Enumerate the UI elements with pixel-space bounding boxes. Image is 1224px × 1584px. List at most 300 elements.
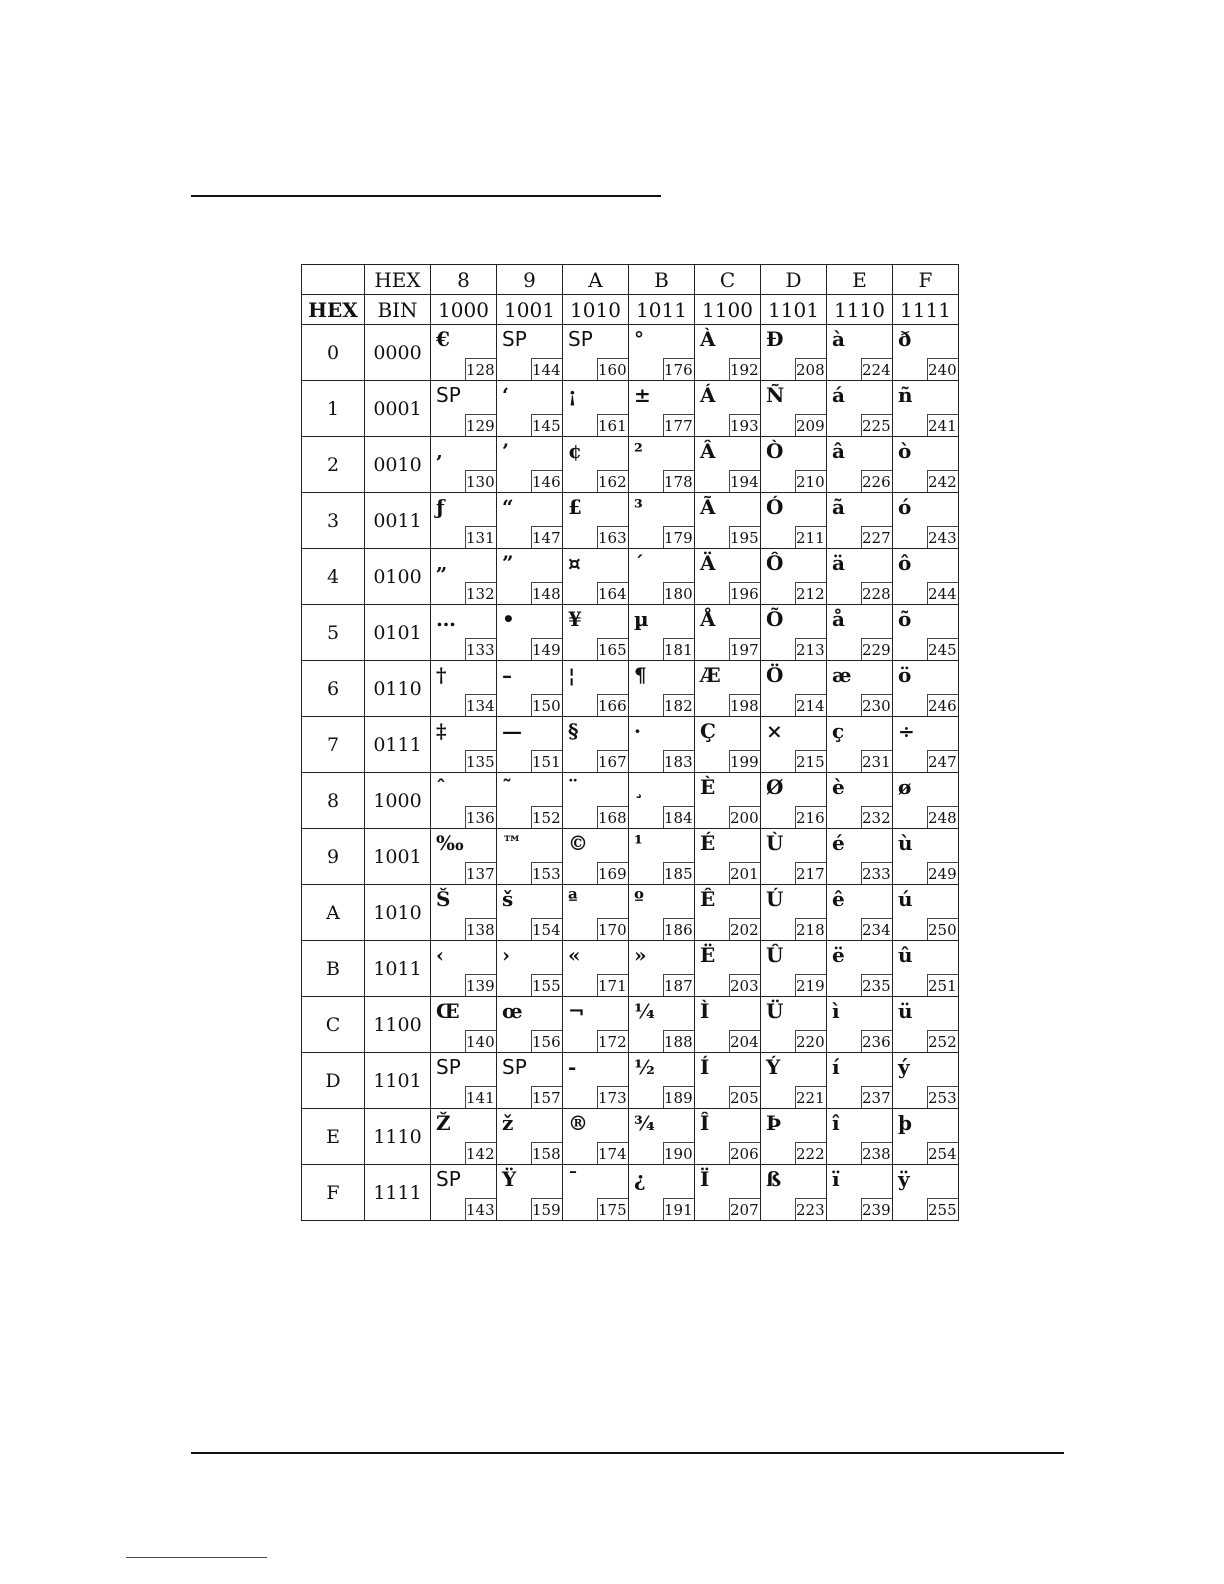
char-glyph: ¬ xyxy=(568,999,585,1023)
char-glyph: î xyxy=(832,1111,840,1135)
char-code: 248 xyxy=(927,806,958,828)
char-code: 219 xyxy=(795,974,826,996)
corner-cell xyxy=(302,265,365,295)
char-glyph: Õ xyxy=(766,607,784,631)
char-code: 235 xyxy=(861,974,892,996)
char-glyph: Ô xyxy=(766,551,784,575)
char-cell xyxy=(695,661,761,717)
char-cell xyxy=(695,829,761,885)
char-cell xyxy=(827,549,893,605)
char-code: 158 xyxy=(531,1142,562,1164)
char-code: 180 xyxy=(663,582,694,604)
char-glyph: ø xyxy=(898,775,912,799)
char-glyph: È xyxy=(700,775,716,799)
char-code: 146 xyxy=(531,470,562,492)
char-cell xyxy=(563,1109,629,1165)
column-hex-9: 9 xyxy=(497,265,563,295)
char-cell xyxy=(497,493,563,549)
char-code: 206 xyxy=(729,1142,760,1164)
row-hex: 6 xyxy=(302,661,365,717)
table-row xyxy=(302,325,959,381)
char-code: 129 xyxy=(465,414,496,436)
char-glyph: “ xyxy=(502,495,514,519)
row-bin: 0010 xyxy=(365,437,431,493)
char-code: 147 xyxy=(531,526,562,548)
char-glyph: † xyxy=(436,663,447,687)
column-hex-b: B xyxy=(629,265,695,295)
char-code: 202 xyxy=(729,918,760,940)
row-bin: 1011 xyxy=(365,941,431,997)
char-code: 173 xyxy=(597,1086,628,1108)
char-glyph: â xyxy=(832,439,845,463)
column-bin-f: 1111 xyxy=(893,295,959,325)
char-cell xyxy=(827,605,893,661)
char-cell xyxy=(497,381,563,437)
char-cell xyxy=(629,885,695,941)
char-code: 209 xyxy=(795,414,826,436)
char-glyph: ™ xyxy=(502,831,522,855)
char-code: 137 xyxy=(465,862,496,884)
char-code: 135 xyxy=(465,750,496,772)
char-cell xyxy=(827,381,893,437)
char-code: 192 xyxy=(729,358,760,380)
row-hex: F xyxy=(302,1165,365,1221)
char-glyph: SP xyxy=(436,1055,461,1079)
char-code: 186 xyxy=(663,918,694,940)
char-cell xyxy=(431,997,497,1053)
row-bin: 1001 xyxy=(365,829,431,885)
char-code: 165 xyxy=(597,638,628,660)
char-cell xyxy=(563,997,629,1053)
char-code: 216 xyxy=(795,806,826,828)
char-code: 227 xyxy=(861,526,892,548)
char-cell xyxy=(695,885,761,941)
char-cell xyxy=(629,549,695,605)
char-glyph: à xyxy=(832,327,845,351)
row-hex: 7 xyxy=(302,717,365,773)
char-glyph: è xyxy=(832,775,845,799)
char-cell xyxy=(893,1109,959,1165)
row-hex: 4 xyxy=(302,549,365,605)
char-cell xyxy=(563,1053,629,1109)
char-code: 250 xyxy=(927,918,958,940)
char-code: 177 xyxy=(663,414,694,436)
char-code: 220 xyxy=(795,1030,826,1052)
char-glyph: Þ xyxy=(766,1111,782,1135)
char-code: 155 xyxy=(531,974,562,996)
char-code: 197 xyxy=(729,638,760,660)
char-glyph: Ó xyxy=(766,495,784,519)
char-cell xyxy=(629,941,695,997)
char-code: 217 xyxy=(795,862,826,884)
row-hex: 9 xyxy=(302,829,365,885)
char-cell xyxy=(761,1109,827,1165)
char-cell xyxy=(761,493,827,549)
table-row xyxy=(302,493,959,549)
char-glyph: ï xyxy=(832,1167,840,1191)
char-cell xyxy=(761,605,827,661)
char-glyph: Š xyxy=(436,887,451,911)
char-cell xyxy=(827,325,893,381)
char-cell xyxy=(563,437,629,493)
char-glyph: ü xyxy=(898,999,913,1023)
char-glyph: Ñ xyxy=(766,383,785,407)
char-cell xyxy=(827,941,893,997)
char-cell xyxy=(827,885,893,941)
char-cell xyxy=(563,381,629,437)
char-code: 207 xyxy=(729,1198,760,1220)
char-glyph: å xyxy=(832,607,845,631)
char-code: 139 xyxy=(465,974,496,996)
char-glyph: ° xyxy=(634,327,644,351)
char-cell xyxy=(893,829,959,885)
char-glyph: Ÿ xyxy=(502,1167,517,1191)
char-cell xyxy=(563,661,629,717)
table-row xyxy=(302,1165,959,1221)
row-bin: 1101 xyxy=(365,1053,431,1109)
char-glyph: ÷ xyxy=(898,719,915,743)
char-code: 233 xyxy=(861,862,892,884)
char-code: 205 xyxy=(729,1086,760,1108)
char-glyph: ¤ xyxy=(568,551,581,575)
char-cell xyxy=(893,997,959,1053)
char-cell xyxy=(497,325,563,381)
char-cell xyxy=(761,941,827,997)
column-hex-8: 8 xyxy=(431,265,497,295)
char-cell xyxy=(893,661,959,717)
char-glyph: á xyxy=(832,383,845,407)
char-code: 204 xyxy=(729,1030,760,1052)
char-glyph: ß xyxy=(766,1167,782,1191)
char-glyph: ¨ xyxy=(568,775,578,799)
char-code: 171 xyxy=(597,974,628,996)
char-glyph: š xyxy=(502,887,514,911)
char-glyph: ì xyxy=(832,999,840,1023)
char-glyph: í xyxy=(832,1055,840,1079)
char-code: 215 xyxy=(795,750,826,772)
char-cell xyxy=(695,1165,761,1221)
char-glyph: þ xyxy=(898,1111,912,1135)
row-hex: 3 xyxy=(302,493,365,549)
char-glyph: ¡ xyxy=(568,383,577,407)
char-cell xyxy=(629,1165,695,1221)
column-hex-header-row xyxy=(302,265,959,295)
char-code: 243 xyxy=(927,526,958,548)
char-glyph: µ xyxy=(634,607,649,631)
char-cell xyxy=(695,717,761,773)
column-bin-a: 1010 xyxy=(563,295,629,325)
char-code: 176 xyxy=(663,358,694,380)
row-bin: 0001 xyxy=(365,381,431,437)
char-cell xyxy=(629,1053,695,1109)
char-glyph: Ò xyxy=(766,439,784,463)
char-cell xyxy=(431,885,497,941)
char-code: 229 xyxy=(861,638,892,660)
char-glyph: Ü xyxy=(766,999,784,1023)
char-code: 150 xyxy=(531,694,562,716)
char-glyph: ä xyxy=(832,551,845,575)
char-cell xyxy=(893,1165,959,1221)
char-glyph: Á xyxy=(700,383,716,407)
row-hex: 0 xyxy=(302,325,365,381)
char-code: 194 xyxy=(729,470,760,492)
char-cell xyxy=(893,773,959,829)
char-code: 221 xyxy=(795,1086,826,1108)
char-cell xyxy=(827,773,893,829)
char-code: 191 xyxy=(663,1198,694,1220)
row-bin: 1110 xyxy=(365,1109,431,1165)
char-cell xyxy=(893,605,959,661)
char-glyph: ç xyxy=(832,719,845,743)
char-glyph: û xyxy=(898,943,913,967)
char-code: 213 xyxy=(795,638,826,660)
char-glyph: æ xyxy=(832,663,852,687)
char-glyph: • xyxy=(502,607,515,631)
char-cell xyxy=(629,437,695,493)
char-glyph: Ù xyxy=(766,831,784,855)
char-code: 254 xyxy=(927,1142,958,1164)
char-code: 162 xyxy=(597,470,628,492)
char-cell xyxy=(695,549,761,605)
char-cell xyxy=(629,605,695,661)
char-cell xyxy=(563,325,629,381)
top-divider xyxy=(191,195,661,197)
char-cell xyxy=(431,493,497,549)
table-row xyxy=(302,773,959,829)
char-glyph: Đ xyxy=(766,327,784,351)
char-code: 253 xyxy=(927,1086,958,1108)
char-cell xyxy=(893,1053,959,1109)
char-glyph: SP xyxy=(502,1055,527,1079)
char-glyph: ¿ xyxy=(634,1167,646,1191)
char-cell xyxy=(761,997,827,1053)
char-cell xyxy=(563,773,629,829)
char-cell xyxy=(431,549,497,605)
char-glyph: Û xyxy=(766,943,784,967)
char-glyph: ê xyxy=(832,887,845,911)
char-cell xyxy=(629,829,695,885)
char-code: 208 xyxy=(795,358,826,380)
char-code: 244 xyxy=(927,582,958,604)
char-glyph: ¢ xyxy=(568,439,582,463)
char-code: 240 xyxy=(927,358,958,380)
column-bin-header-row xyxy=(302,295,959,325)
char-code: 170 xyxy=(597,918,628,940)
char-code: 231 xyxy=(861,750,892,772)
char-cell xyxy=(695,325,761,381)
table-row xyxy=(302,1053,959,1109)
char-cell xyxy=(629,381,695,437)
char-cell xyxy=(629,493,695,549)
char-cell xyxy=(497,941,563,997)
char-code: 190 xyxy=(663,1142,694,1164)
char-code: 138 xyxy=(465,918,496,940)
char-code: 130 xyxy=(465,470,496,492)
char-cell xyxy=(497,773,563,829)
char-code: 225 xyxy=(861,414,892,436)
char-code: 251 xyxy=(927,974,958,996)
char-cell xyxy=(695,1109,761,1165)
table-row xyxy=(302,829,959,885)
char-glyph: ‰ xyxy=(436,831,464,855)
char-code: 201 xyxy=(729,862,760,884)
char-cell xyxy=(431,941,497,997)
row-bin: 1100 xyxy=(365,997,431,1053)
char-code: 185 xyxy=(663,862,694,884)
row-bin: 0101 xyxy=(365,605,431,661)
char-code: 141 xyxy=(465,1086,496,1108)
char-cell xyxy=(893,717,959,773)
table-row xyxy=(302,605,959,661)
column-bin-8: 1000 xyxy=(431,295,497,325)
char-glyph: ‡ xyxy=(436,719,447,743)
char-glyph: ž xyxy=(502,1111,514,1135)
char-glyph: ” xyxy=(502,551,514,575)
char-code: 163 xyxy=(597,526,628,548)
bottom-divider xyxy=(191,1452,1064,1454)
char-cell xyxy=(431,717,497,773)
hex-label: HEX xyxy=(365,265,431,295)
char-cell xyxy=(761,549,827,605)
char-cell xyxy=(563,829,629,885)
char-glyph: ¹ xyxy=(634,831,643,855)
char-code: 199 xyxy=(729,750,760,772)
char-glyph: Ú xyxy=(766,887,784,911)
char-glyph: Ž xyxy=(436,1111,451,1135)
column-hex-f: F xyxy=(893,265,959,295)
char-glyph: ¥ xyxy=(568,607,582,631)
char-cell xyxy=(563,493,629,549)
char-glyph: ¦ xyxy=(568,663,576,687)
char-glyph: ð xyxy=(898,327,912,351)
char-code: 247 xyxy=(927,750,958,772)
table-row xyxy=(302,941,959,997)
row-bin: 0111 xyxy=(365,717,431,773)
char-cell xyxy=(827,493,893,549)
char-cell xyxy=(563,605,629,661)
char-glyph: ½ xyxy=(634,1055,655,1079)
char-code: 236 xyxy=(861,1030,892,1052)
char-glyph: ¸ xyxy=(634,775,644,799)
char-cell xyxy=(893,493,959,549)
char-glyph: ƒ xyxy=(436,495,445,519)
char-code: 232 xyxy=(861,806,892,828)
row-bin: 1000 xyxy=(365,773,431,829)
char-glyph: SP xyxy=(436,383,461,407)
char-glyph: „ xyxy=(436,551,448,575)
char-cell xyxy=(563,1165,629,1221)
table-row xyxy=(302,381,959,437)
char-glyph: Â xyxy=(700,439,716,463)
char-cell xyxy=(893,549,959,605)
char-glyph: · xyxy=(634,719,641,743)
char-glyph: Í xyxy=(700,1055,710,1079)
char-code: 142 xyxy=(465,1142,496,1164)
char-code: 172 xyxy=(597,1030,628,1052)
char-glyph: Å xyxy=(700,607,716,631)
column-bin-c: 1100 xyxy=(695,295,761,325)
char-cell xyxy=(761,1165,827,1221)
char-glyph: ú xyxy=(898,887,913,911)
char-code: 149 xyxy=(531,638,562,660)
char-code: 131 xyxy=(465,526,496,548)
char-code: 134 xyxy=(465,694,496,716)
char-cell xyxy=(629,717,695,773)
row-hex: 5 xyxy=(302,605,365,661)
char-code: 156 xyxy=(531,1030,562,1052)
char-glyph: SP xyxy=(436,1167,461,1191)
char-cell xyxy=(497,549,563,605)
char-code: 189 xyxy=(663,1086,694,1108)
char-glyph: ´ xyxy=(634,551,644,575)
char-glyph: Ç xyxy=(700,719,716,743)
char-cell xyxy=(827,1109,893,1165)
char-glyph: ñ xyxy=(898,383,913,407)
char-glyph: ¶ xyxy=(634,663,647,687)
table-row xyxy=(302,437,959,493)
char-cell xyxy=(827,829,893,885)
char-glyph: ã xyxy=(832,495,845,519)
char-code: 160 xyxy=(597,358,628,380)
char-code: 187 xyxy=(663,974,694,996)
column-bin-b: 1011 xyxy=(629,295,695,325)
char-code: 159 xyxy=(531,1198,562,1220)
char-cell xyxy=(431,381,497,437)
char-cell xyxy=(893,381,959,437)
table-body xyxy=(302,325,959,1221)
char-cell xyxy=(695,997,761,1053)
char-glyph: Ä xyxy=(700,551,716,575)
char-cell xyxy=(497,1109,563,1165)
char-glyph: ± xyxy=(634,383,651,407)
char-code: 210 xyxy=(795,470,826,492)
char-code: 212 xyxy=(795,582,826,604)
char-cell xyxy=(827,997,893,1053)
char-cell xyxy=(761,1053,827,1109)
column-hex-d: D xyxy=(761,265,827,295)
char-glyph: ² xyxy=(634,439,643,463)
char-glyph: — xyxy=(502,719,522,743)
char-glyph: ˆ xyxy=(436,775,446,799)
column-bin-9: 1001 xyxy=(497,295,563,325)
char-code: 154 xyxy=(531,918,562,940)
char-cell xyxy=(695,1053,761,1109)
table-row xyxy=(302,661,959,717)
char-glyph: … xyxy=(436,607,456,631)
char-cell xyxy=(761,717,827,773)
char-glyph: SP xyxy=(568,327,593,351)
char-code: 242 xyxy=(927,470,958,492)
char-code: 174 xyxy=(597,1142,628,1164)
char-glyph: – xyxy=(502,663,512,687)
char-code: 161 xyxy=(597,414,628,436)
row-bin: 0110 xyxy=(365,661,431,717)
char-code: 140 xyxy=(465,1030,496,1052)
char-code: 178 xyxy=(663,470,694,492)
char-cell xyxy=(695,381,761,437)
column-bin-d: 1101 xyxy=(761,295,827,325)
char-glyph: ý xyxy=(898,1055,910,1079)
char-cell xyxy=(563,717,629,773)
char-cell xyxy=(629,661,695,717)
char-code: 255 xyxy=(927,1198,958,1220)
char-glyph: ù xyxy=(898,831,913,855)
char-glyph: ³ xyxy=(634,495,643,519)
char-cell xyxy=(431,773,497,829)
char-code: 222 xyxy=(795,1142,826,1164)
row-bin: 0100 xyxy=(365,549,431,605)
char-glyph: £ xyxy=(568,495,582,519)
